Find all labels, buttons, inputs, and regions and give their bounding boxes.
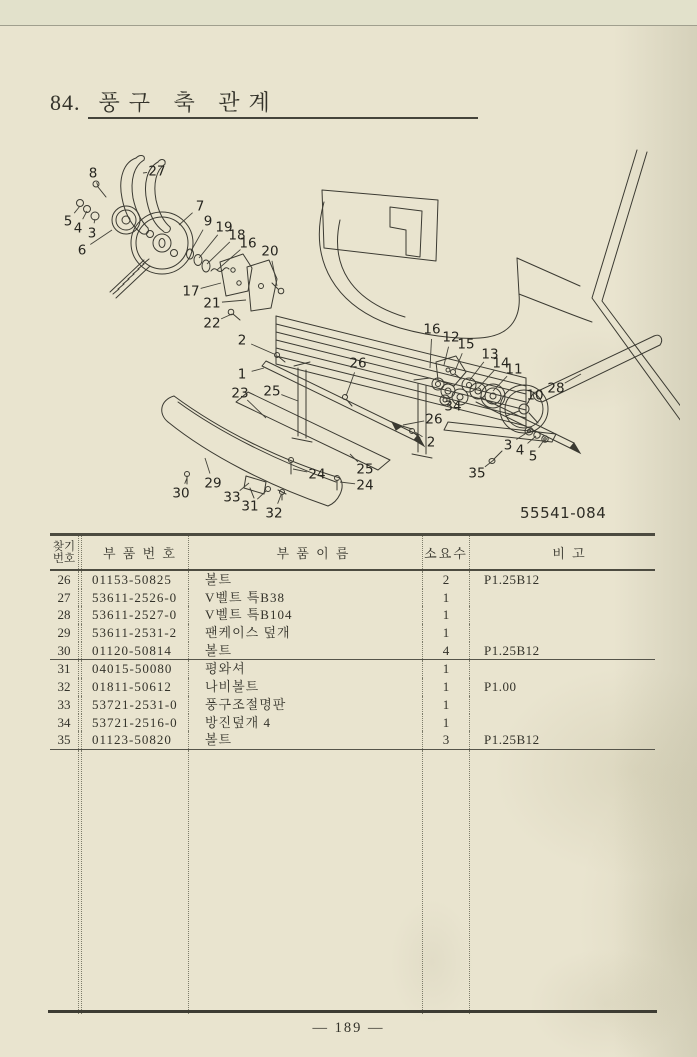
- cell-rem: P1.25B12: [469, 642, 655, 660]
- diagram-callout-30: 30: [172, 485, 190, 502]
- cell-find: 33: [57, 696, 71, 712]
- leader-line: [221, 314, 232, 319]
- bolt-washer-drawing: [77, 181, 107, 220]
- cell-name: 나비볼트: [188, 678, 422, 696]
- leader-line: [281, 395, 298, 401]
- callout-labels: [64, 164, 581, 522]
- header-quantity: 소요수: [422, 536, 469, 569]
- parts-table: [50, 533, 655, 1014]
- page-footer: [0, 1020, 697, 1037]
- cell-find: 29: [57, 625, 71, 641]
- leader-line: [74, 206, 80, 213]
- diagram-callout-25: 25: [263, 383, 281, 400]
- cell-part: 01120-50814: [78, 642, 188, 660]
- leader-line: [565, 374, 581, 383]
- table-row: [50, 642, 655, 661]
- diagram-callout-3: 3: [503, 437, 513, 454]
- cell-find: 34: [57, 714, 71, 730]
- table-header: [50, 536, 655, 571]
- diagram-callout-16: 16: [423, 321, 441, 338]
- diagram-callout-11: 11: [505, 361, 523, 378]
- cell-find: 32: [57, 679, 71, 695]
- diagram-callout-24: 24: [308, 466, 326, 483]
- leader-line: [199, 235, 218, 258]
- leader-line: [278, 495, 281, 504]
- page-number: — 189 —: [312, 1020, 385, 1036]
- cell-part: 01811-50612: [78, 678, 188, 696]
- figure-reference: 55541-084: [520, 504, 607, 522]
- leader-line: [201, 283, 221, 288]
- cell-qty: 2: [422, 571, 469, 589]
- leader-line: [205, 458, 210, 473]
- cell-rem: P1.25B12: [469, 731, 655, 749]
- leader-line: [272, 261, 277, 286]
- table-row: [50, 696, 655, 714]
- table-row: [50, 606, 655, 624]
- diagram-callout-26: 26: [349, 355, 367, 372]
- diagram-callout-19: 19: [215, 219, 233, 236]
- small-pulley-drawing: [112, 206, 140, 234]
- cell-rem: P1.25B12: [469, 571, 655, 589]
- cell-qty: 1: [422, 696, 469, 714]
- cell-part: 53721-2531-0: [78, 696, 188, 714]
- exploded-parts-diagram: [40, 140, 680, 530]
- cell-find: 35: [57, 732, 71, 748]
- diagram-callout-35: 35: [468, 465, 486, 482]
- leader-line: [444, 347, 449, 365]
- cell-name: 평와셔: [188, 660, 422, 678]
- diagram-callout-4: 4: [73, 220, 83, 237]
- scan-top-edge: [0, 0, 697, 26]
- diagram-callout-26: 26: [425, 411, 443, 428]
- diagram-callout-5: 5: [528, 448, 538, 465]
- table-row: [50, 714, 655, 732]
- table-row: [50, 731, 655, 750]
- diagram-callout-12: 12: [442, 329, 460, 346]
- cell-rem: P1.00: [469, 678, 655, 696]
- cell-qty: 1: [422, 678, 469, 696]
- leader-line: [217, 250, 240, 270]
- diagram-callout-2: 2: [426, 434, 436, 451]
- table-row: [50, 589, 655, 607]
- diagram-callout-29: 29: [204, 475, 222, 492]
- cell-find: 28: [57, 607, 71, 623]
- diagram-callout-28: 28: [547, 380, 565, 397]
- cell-part: 53611-2527-0: [78, 606, 188, 624]
- section-number: 84.: [50, 90, 81, 115]
- table-body: [50, 571, 655, 1014]
- diagram-callout-9: 9: [203, 213, 213, 230]
- header-part-number: 부 품 번 호: [78, 536, 188, 569]
- title-underline: [88, 117, 478, 119]
- cell-part: 01153-50825: [78, 571, 188, 589]
- cell-name: 볼트: [188, 642, 422, 660]
- cell-qty: 1: [422, 660, 469, 678]
- diagram-callout-8: 8: [88, 165, 98, 182]
- splined-shaft-drawing: [110, 259, 150, 298]
- diagram-callout-23: 23: [231, 385, 249, 402]
- diagram-callout-33: 33: [223, 489, 241, 506]
- bracket-plates-drawing: [220, 254, 284, 320]
- diagram-callout-25: 25: [356, 461, 374, 478]
- diagram-callout-31: 31: [241, 498, 259, 515]
- cell-qty: 1: [422, 624, 469, 642]
- cell-name: 풍구조절명판: [188, 696, 422, 714]
- leader-line: [207, 242, 230, 264]
- section-title-text: 풍구 축 관계: [98, 90, 279, 115]
- diagram-callout-7: 7: [195, 198, 205, 215]
- cell-qty: 1: [422, 714, 469, 732]
- diagram-callout-10: 10: [526, 387, 544, 404]
- cell-part: 01123-50820: [78, 731, 188, 749]
- cell-name: V벨트 특B104: [188, 606, 422, 624]
- cell-name: 팬케이스 덮개: [188, 624, 422, 642]
- page-title: [50, 86, 279, 117]
- cell-rem: [469, 606, 655, 624]
- cell-rem: [469, 660, 655, 678]
- table-row: [50, 660, 655, 678]
- diagram-callout-2: 2: [237, 332, 247, 349]
- diagram-callout-3: 3: [87, 225, 97, 242]
- diagram-callout-21: 21: [203, 295, 221, 312]
- diagram-callout-4: 4: [515, 442, 525, 459]
- cell-qty: 1: [422, 606, 469, 624]
- diagram-callout-5: 5: [63, 213, 73, 230]
- diagram-callout-27: 27: [148, 163, 166, 180]
- leader-line: [222, 300, 246, 302]
- diagram-callout-6: 6: [77, 242, 87, 259]
- cell-name: 볼트: [188, 731, 422, 749]
- cell-qty: 3: [422, 731, 469, 749]
- cell-rem: [469, 624, 655, 642]
- diagram-callout-34: 34: [444, 398, 462, 415]
- cell-part: 53721-2516-0: [78, 714, 188, 732]
- cell-qty: 4: [422, 642, 469, 660]
- leader-line: [430, 339, 431, 368]
- cell-rem: [469, 696, 655, 714]
- leader-line: [403, 421, 424, 425]
- diagram-callout-18: 18: [228, 227, 246, 244]
- diagram-callout-15: 15: [457, 336, 475, 353]
- cell-rem: [469, 714, 655, 732]
- cell-part: 04015-50080: [78, 660, 188, 678]
- diagram-callout-14: 14: [492, 355, 510, 372]
- diagram-callout-17: 17: [182, 283, 200, 300]
- table-row: [50, 678, 655, 696]
- diagram-callout-32: 32: [265, 505, 283, 522]
- table-bottom-rule: [48, 1010, 657, 1013]
- diagram-callout-22: 22: [203, 315, 221, 332]
- cell-qty: 1: [422, 589, 469, 607]
- leader-line: [143, 172, 147, 173]
- shaft-washer-stack-drawing: [187, 249, 230, 272]
- cell-part: 53611-2526-0: [78, 589, 188, 607]
- cell-name: 볼트: [188, 571, 422, 589]
- diagram-callout-13: 13: [481, 346, 499, 363]
- diagram-callout-1: 1: [237, 366, 247, 383]
- cell-rem: [469, 589, 655, 607]
- cell-name: 방진덮개 4: [188, 714, 422, 732]
- leader-line: [97, 182, 98, 186]
- diagram-callout-16: 16: [239, 235, 257, 252]
- cell-part: 53611-2531-2: [78, 624, 188, 642]
- leader-line: [346, 372, 355, 396]
- table-empty-area: [50, 750, 655, 1014]
- table-row: [50, 624, 655, 642]
- cell-find: 27: [57, 589, 71, 605]
- cell-name: V벨트 특B38: [188, 589, 422, 607]
- leader-line: [252, 368, 264, 371]
- header-find-number: 찾기 번호: [52, 540, 76, 565]
- cell-find: 31: [57, 661, 71, 677]
- leader-line: [251, 344, 274, 354]
- header-remarks: 비 고: [469, 536, 655, 569]
- table-row: [50, 571, 655, 589]
- cell-find: 26: [57, 572, 71, 587]
- diagram-callout-20: 20: [261, 243, 279, 260]
- header-part-name: 부 품 이 름: [188, 536, 422, 569]
- diagram-callout-24: 24: [356, 477, 374, 494]
- cell-find: 30: [57, 642, 71, 658]
